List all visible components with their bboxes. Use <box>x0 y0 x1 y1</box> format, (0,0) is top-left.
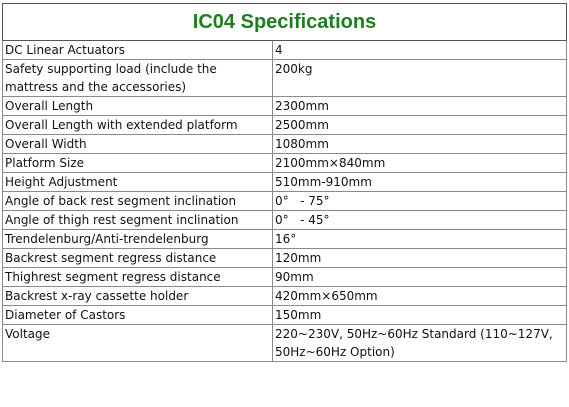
spec-value: 420mm×650mm <box>273 287 567 306</box>
table-title: IC04 Specifications <box>3 4 567 41</box>
spec-value: 200kg <box>273 60 567 97</box>
spec-value: 510mm-910mm <box>273 173 567 192</box>
spec-label: Overall Width <box>3 135 273 154</box>
spec-value: 150mm <box>273 306 567 325</box>
spec-row-safety-load <box>3 60 567 97</box>
spec-row-backrest-regress <box>3 249 567 268</box>
spec-value: 16° <box>273 230 567 249</box>
spec-label: DC Linear Actuators <box>3 41 273 60</box>
spec-row-overall-length-extended <box>3 116 567 135</box>
spec-value: 220~230V, 50Hz~60Hz Standard (110~127V, 50Hz~60Hz Option) <box>273 325 567 362</box>
spec-label: Angle of thigh rest segment inclination <box>3 211 273 230</box>
spec-row-dc-linear-actuators <box>3 41 567 60</box>
spec-row-castor-diameter <box>3 306 567 325</box>
specifications-table <box>2 3 567 362</box>
spec-value: 0° - 45° <box>273 211 567 230</box>
spec-label: Angle of back rest segment inclination <box>3 192 273 211</box>
spec-value: 2100mm×840mm <box>273 154 567 173</box>
spec-label: Backrest segment regress distance <box>3 249 273 268</box>
spec-value: 2300mm <box>273 97 567 116</box>
spec-row-height-adjustment <box>3 173 567 192</box>
spec-row-overall-width <box>3 135 567 154</box>
spec-label: Thighrest segment regress distance <box>3 268 273 287</box>
spec-row-trendelenburg <box>3 230 567 249</box>
spec-row-voltage <box>3 325 567 362</box>
spec-value: 2500mm <box>273 116 567 135</box>
spec-label: Safety supporting load (include the mattress and the accessories) <box>3 60 273 97</box>
spec-value: 120mm <box>273 249 567 268</box>
spec-label: Overall Length with extended platform <box>3 116 273 135</box>
spec-label: Backrest x-ray cassette holder <box>3 287 273 306</box>
spec-value: 90mm <box>273 268 567 287</box>
spec-label: Trendelenburg/Anti-trendelenburg <box>3 230 273 249</box>
title-row <box>3 4 567 41</box>
spec-row-thighrest-regress <box>3 268 567 287</box>
spec-row-xray-cassette-holder <box>3 287 567 306</box>
spec-row-platform-size <box>3 154 567 173</box>
spec-value: 0° - 75° <box>273 192 567 211</box>
spec-row-thigh-rest-angle <box>3 211 567 230</box>
spec-label: Diameter of Castors <box>3 306 273 325</box>
spec-value: 1080mm <box>273 135 567 154</box>
spec-label: Overall Length <box>3 97 273 116</box>
spec-value: 4 <box>273 41 567 60</box>
spec-label: Platform Size <box>3 154 273 173</box>
spec-label: Voltage <box>3 325 273 362</box>
spec-row-overall-length <box>3 97 567 116</box>
spec-label: Height Adjustment <box>3 173 273 192</box>
spec-row-back-rest-angle <box>3 192 567 211</box>
